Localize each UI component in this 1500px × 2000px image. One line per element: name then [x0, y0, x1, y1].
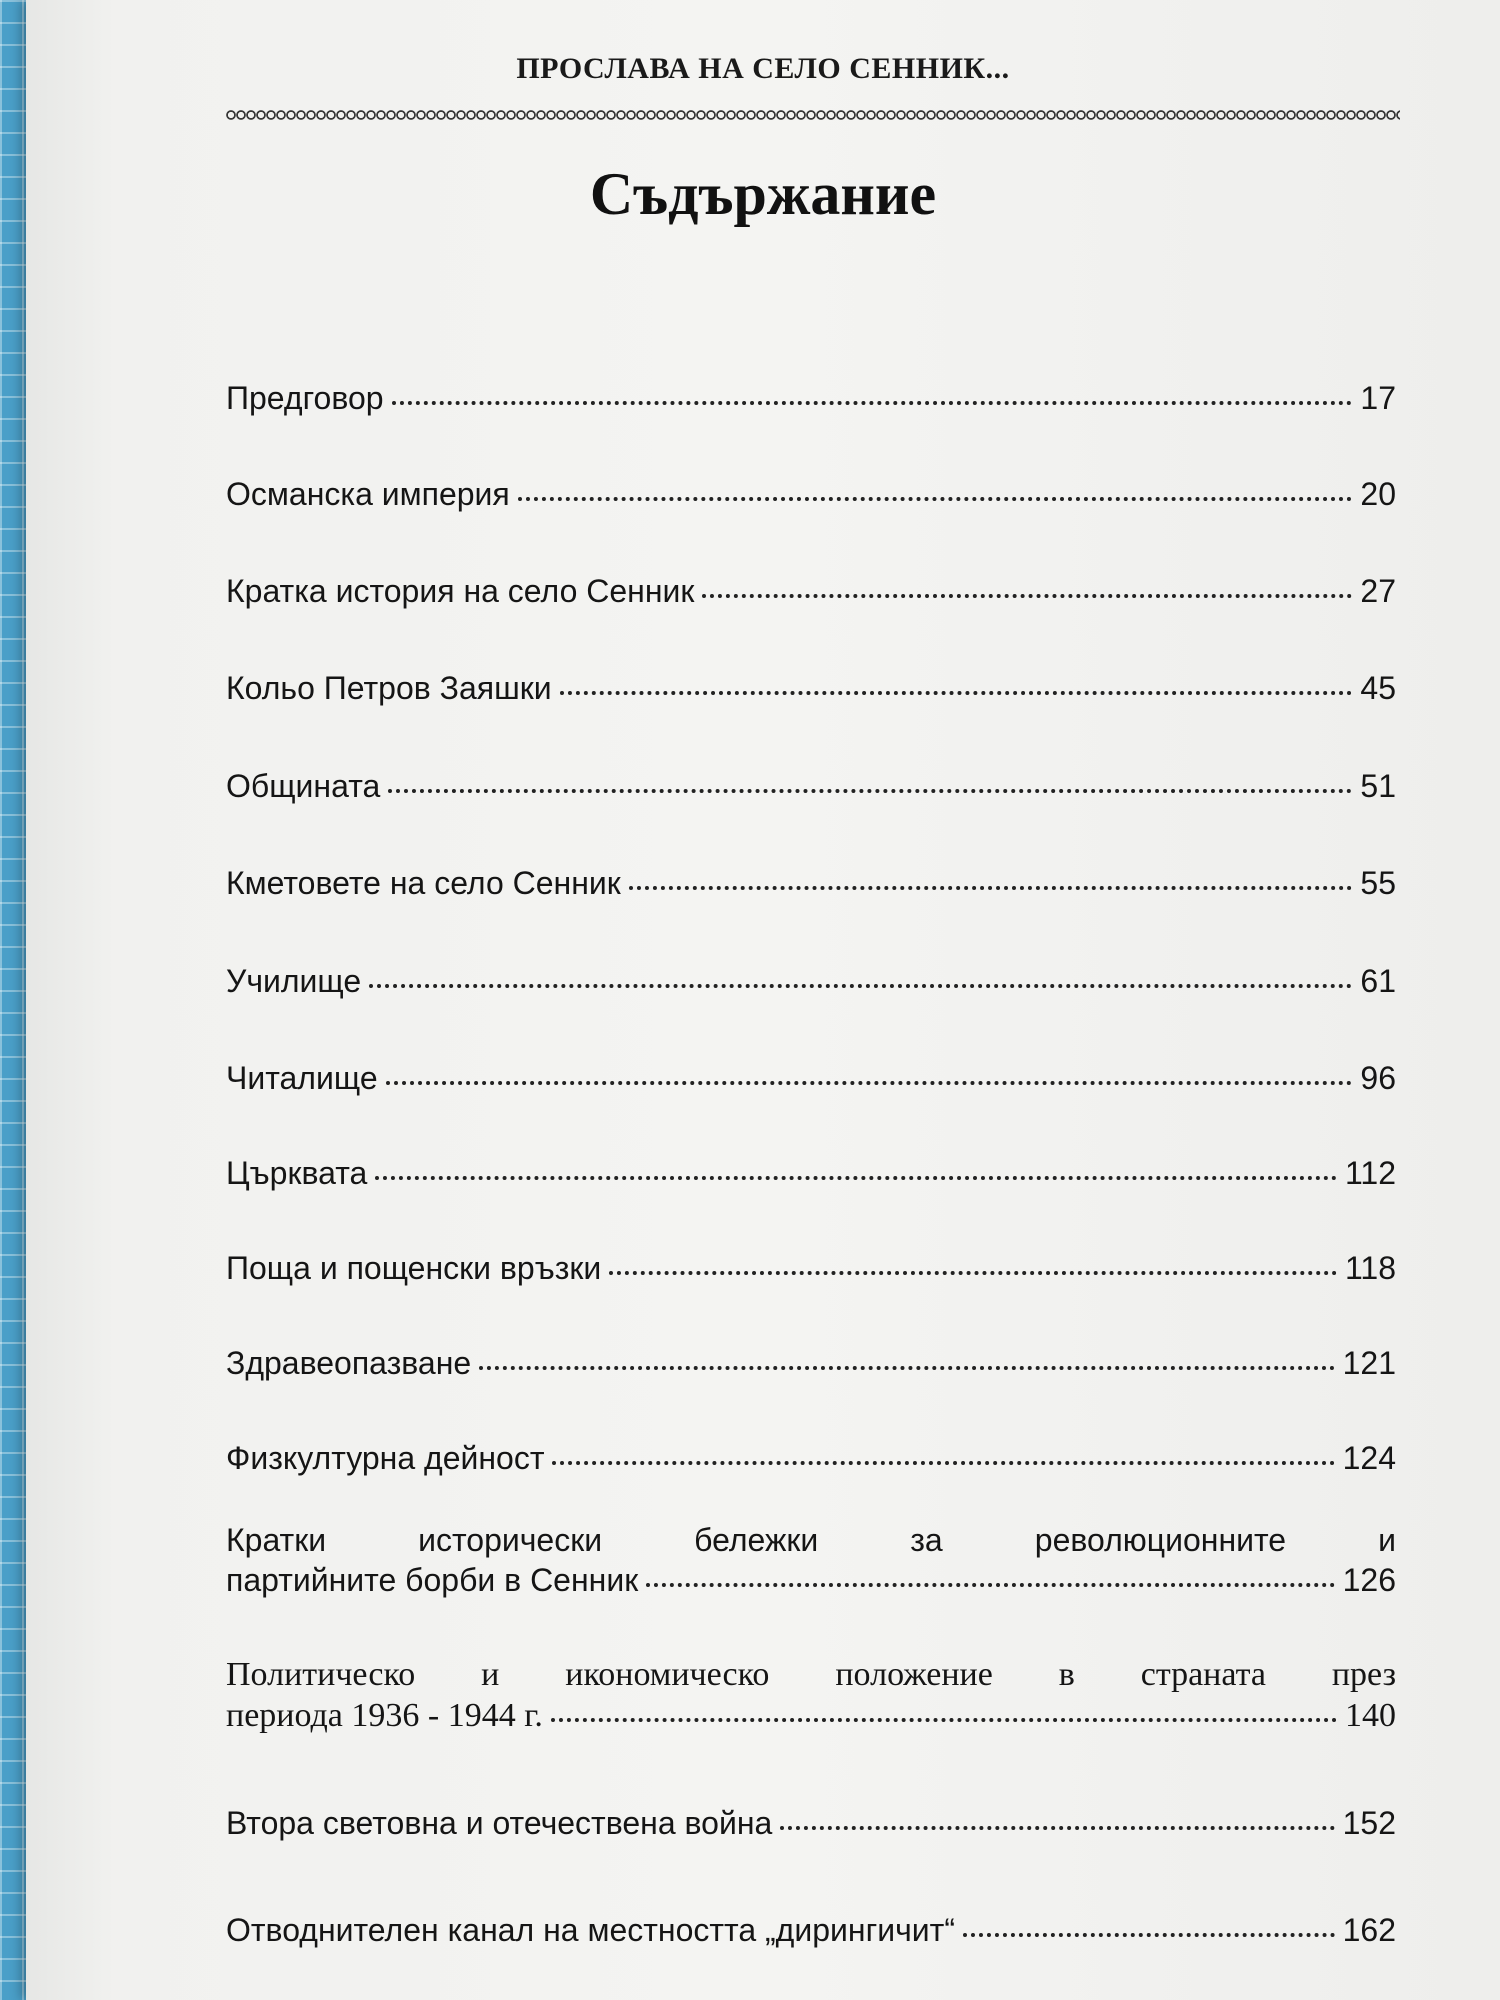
dot-leader [629, 886, 1353, 890]
toc-entry [226, 1060, 1396, 1097]
toc-entry-page: 61 [1360, 963, 1396, 999]
toc-entry-title-line1: Политическо и икономическо положение в страната през [226, 1656, 1396, 1693]
toc-entry [226, 670, 1396, 707]
toc-entry [226, 1155, 1396, 1192]
toc-entry [226, 1250, 1396, 1287]
dot-leader [388, 789, 1352, 793]
toc-entry-page: 20 [1360, 476, 1396, 512]
toc-entry-page: 140 [1345, 1697, 1396, 1734]
toc-entry [226, 476, 1396, 513]
toc-entry [226, 865, 1396, 902]
toc-entry-page: 51 [1360, 768, 1396, 804]
dot-leader [560, 691, 1353, 695]
toc-entry-title: Църквата [226, 1155, 368, 1191]
dot-leader [702, 594, 1352, 598]
toc-entry [226, 1520, 1396, 1599]
dot-leader [646, 1583, 1334, 1587]
toc-entry-title: Кольо Петров Заяшки [226, 670, 552, 706]
toc-entry-page: 152 [1342, 1805, 1396, 1841]
toc-entry-title: Отводнителен канал на местността „дирингичит“ [226, 1912, 955, 1948]
toc-entry-title: Здравеопазване [226, 1345, 472, 1381]
toc-entry [226, 1805, 1396, 1842]
dot-leader [518, 497, 1353, 501]
toc-entry [226, 1655, 1396, 1735]
toc-entry-title: Османска империя [226, 476, 510, 512]
ornamental-divider [226, 108, 1400, 122]
toc-entry-page: 55 [1360, 865, 1396, 901]
toc-entry-title: Читалище [226, 1060, 378, 1096]
toc-entry-page: 27 [1360, 573, 1396, 609]
running-header: ПРОСЛАВА НА СЕЛО СЕННИК... [516, 52, 1010, 85]
toc-entry-title: Кметовете на село Сенник [226, 865, 621, 901]
dot-leader [375, 1176, 1337, 1180]
dot-leader [552, 1461, 1334, 1465]
toc-entry-page: 126 [1342, 1562, 1396, 1598]
toc-entry [226, 1912, 1396, 1949]
dot-leader [551, 1718, 1337, 1722]
toc-entry-title-line2: периода 1936 - 1944 г. [226, 1697, 543, 1734]
toc-entry-title: Общината [226, 768, 381, 804]
toc-entry-page: 17 [1360, 380, 1396, 416]
toc-title: Съдържание [589, 161, 937, 227]
toc-entry-page: 121 [1342, 1345, 1396, 1381]
toc-entry-page: 96 [1360, 1060, 1396, 1096]
toc-entry-page: 124 [1342, 1440, 1396, 1476]
toc-entry [226, 963, 1396, 1000]
toc-entry [226, 573, 1396, 610]
dot-leader [386, 1081, 1353, 1085]
dot-leader [780, 1826, 1334, 1830]
toc-entry-title-line2: партийните борби в Сенник [226, 1562, 639, 1598]
dot-leader [392, 401, 1353, 405]
toc-entry [226, 768, 1396, 805]
toc-entry-title: Кратка история на село Сенник [226, 573, 695, 609]
toc-entry [226, 380, 1396, 417]
toc-entry [226, 1345, 1396, 1382]
toc-entry-page: 112 [1344, 1155, 1396, 1191]
dot-leader [369, 984, 1352, 988]
toc-entry-title: Физкултурна дейност [226, 1440, 545, 1476]
dot-leader [609, 1271, 1337, 1275]
toc-entry-page: 162 [1342, 1912, 1396, 1948]
toc-entry-title: Училище [226, 963, 362, 999]
toc-entry-title-line1: Кратки исторически бележки за революционните и [226, 1522, 1396, 1558]
dot-leader [963, 1933, 1335, 1937]
dot-leader [479, 1366, 1334, 1370]
toc-entry-page: 118 [1344, 1250, 1396, 1286]
book-page [26, 0, 1500, 2000]
toc-entry-page: 45 [1360, 670, 1396, 706]
toc-entry-title: Поща и пощенски връзки [226, 1250, 602, 1286]
toc-entry [226, 1440, 1396, 1477]
toc-entry-title: Предговор [226, 380, 384, 416]
toc-entry-title: Втора световна и отечествена война [226, 1805, 773, 1841]
